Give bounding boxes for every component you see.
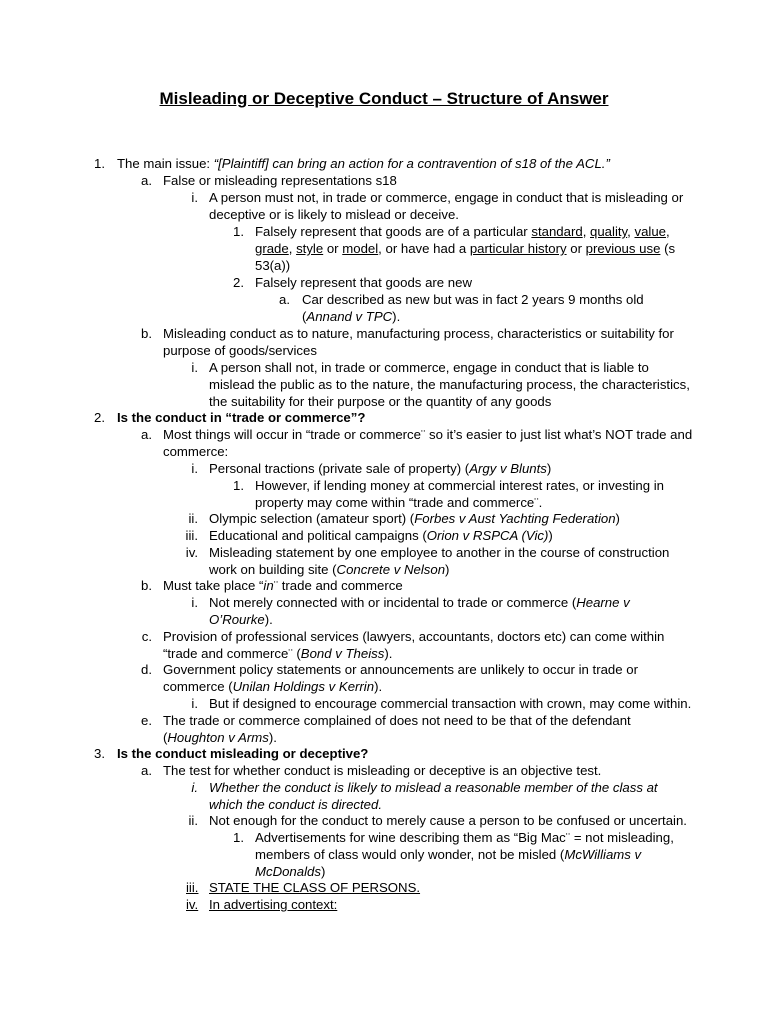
text-line: (Houghton v Arms). — [163, 730, 277, 745]
text-line: McDonalds) — [255, 864, 326, 879]
text-line: property may come within “trade and commerce¨. — [255, 495, 543, 510]
text-line: members of class would only wonder, not be misled (McWilliams v — [255, 847, 642, 862]
text-line: the suitability for their purpose or the quantity of any goods — [209, 394, 552, 409]
document-page: Misleading or Deceptive Conduct – Structure of Answer 1. The main issue: “[Plaintiff] can bring an action for a contravention of s18 of the ACL.” a. False or misleading representations s18 i. A person must not, in trade or commerce, engage in conduct that is misleading or deceptive or is likely to mislead or deceive. 1. Falsely represent that goods are of a particular standard, quality, value, grade, style or model, or have had a particular history or previous use (s 53(a)) 2. Falsely represent that goods are new a. Car described as new but was in fact 2 years 9 months old (Annand v TPC). b. Misleading conduct as to nature, manufacturing process, characteristics or suitability for purpose of goods/services i. A person shall not, in trade or commerce, engage in conduct that is liable to mislead the public as to the nature, the manufacturing process, the characteristics, the suitability for their purpose or the quantity of any goods 2. Is the conduct in “trade or commerce”? a. Most things will occur in “trade or commerce¨ so it’s easier to just list what’s NOT trade and commerce: i. Personal tractions (private sale of property) (Argy v Blunts) 1. However, if lending money at commercial interest rates, or investing in property may come within “trade and commerce¨. ii. Olympic selection (amateur sport) (Forbes v Aust Yachting Federation) iii. Educational and political campaigns (Orion v RSPCA (Vic)) iv. Misleading statement by one employee to another in the course of construction work on building site (Concrete v Nelson) b. Must take place “in¨ trade and commerce i. Not merely connected with or incidental to trade or commerce (Hearne v O’Rourke). c. Provision of professional services (lawyers, accountants, doctors etc) can come within “trade and commerce¨ (Bond v Theiss). d. Government policy statements or announcements are unlikely to occur in trade or commerce (Unilan Holdings v Kerrin). i. But if designed to encourage commercial transaction with crown, may come within. e. The trade or commerce complained of does not need to be that of the defendant (Houghton v Arms). 3. Is the conduct misleading or deceptive? a. The test for whether conduct is misleading or deceptive is an objective test. i. Whether the conduct is likely to mislead a reasonable member of the class at which the conduct is directed. ii. Not enough for the conduct to merely cause a person to be confused or uncertain. 1. Advertisements for wine describing them as “Big Mac¨ = not misleading, members of class would only wonder, not be misled (McWilliams v McDonalds) iii. STATE THE CLASS OF PERSONS. iv. In advertising context: — [0, 0, 768, 1024]
text-line: 53(a)) — [255, 258, 291, 273]
text-line: “trade and commerce¨ (Bond v Theiss). — [163, 646, 393, 661]
text-line: deceptive or is likely to mislead or deceive. — [209, 207, 459, 222]
text-line: mislead the public as to the nature, the manufacturing process, the characteristics, — [209, 377, 690, 392]
text-line: commerce: — [163, 444, 229, 459]
text-line: O’Rourke). — [209, 612, 273, 627]
text-line: work on building site (Concrete v Nelson) — [209, 562, 450, 577]
text-line: (Annand v TPC). — [302, 309, 401, 324]
text-line: grade, style or model, or have had a particular history or previous use (s — [255, 241, 676, 256]
section-heading: Is the conduct misleading or deceptive? — [117, 746, 369, 761]
text-line: which the conduct is directed. — [209, 797, 382, 812]
section-heading: Is the conduct in “trade or commerce”? — [117, 410, 366, 425]
text-line: commerce (Unilan Holdings v Kerrin). — [163, 679, 383, 694]
text-line: purpose of goods/services — [163, 343, 317, 358]
page-title: Misleading or Deceptive Conduct – Structure of Answer — [159, 89, 609, 108]
